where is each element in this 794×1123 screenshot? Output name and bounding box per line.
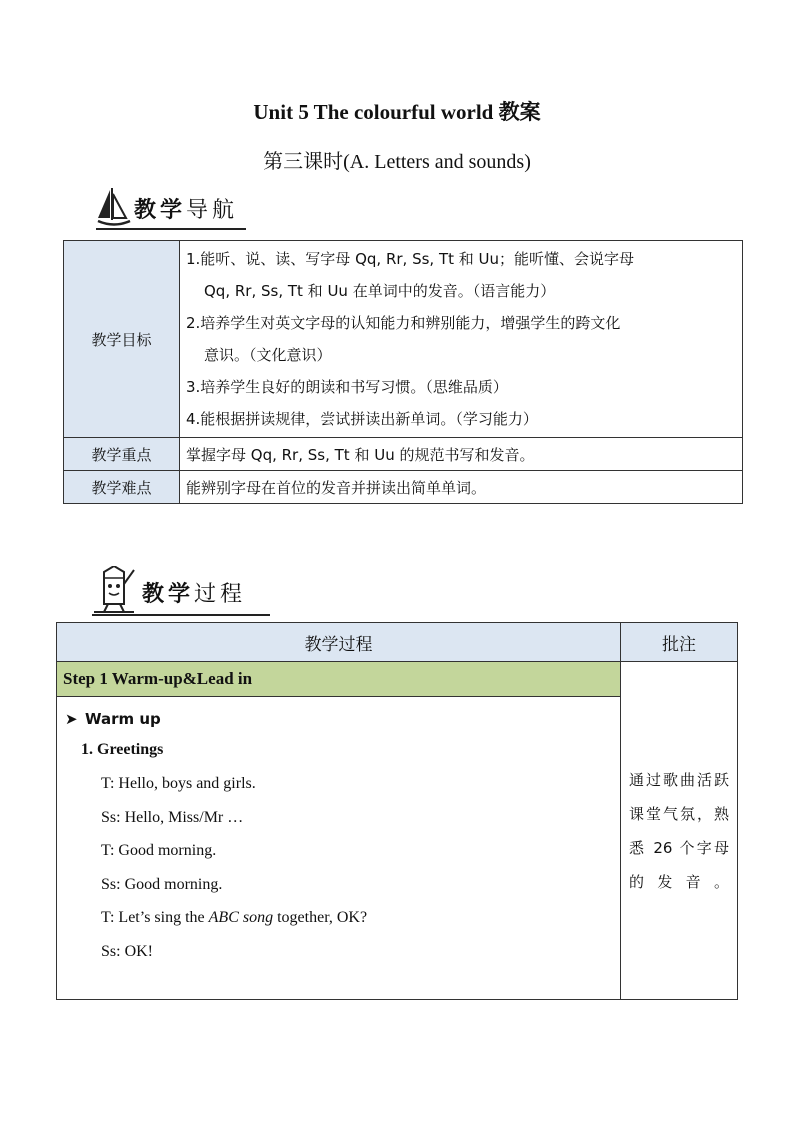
banner-process-bold: 教学 <box>142 582 195 607</box>
banner-nav-bold: 教学 <box>134 198 187 223</box>
warm-up-item: ➤ Warm up <box>65 705 620 733</box>
dialogue-line: Ss: Hello, Miss/Mr … <box>101 808 244 826</box>
header-process: 教学过程 <box>57 623 621 662</box>
banner-process-thin: 过程 <box>194 582 247 607</box>
greetings-heading: 1. Greetings <box>81 741 164 758</box>
key-points-content: 掌握字母 Qq, Rr, Ss, Tt 和 Uu 的规范书写和发音。 <box>180 438 743 471</box>
arrow-bullet-icon: ➤ <box>65 710 78 728</box>
page-subtitle: 第三课时(A. Letters and sounds) <box>263 151 531 173</box>
sailboat-icon <box>96 188 132 228</box>
dialogue-line: T: Good morning. <box>101 842 217 859</box>
header-notes: 批注 <box>621 623 738 662</box>
step-1-title: Step 1 Warm-up&Lead in <box>57 662 621 697</box>
difficult-points-label: 教学难点 <box>64 471 180 504</box>
dialogue-line-sing: T: Let’s sing the ABC song together, OK? <box>101 909 368 926</box>
key-points-label: 教学重点 <box>64 438 180 471</box>
dialogue-line: Ss: Good morning. <box>101 875 223 893</box>
dialogue-line: T: Hello, boys and girls. <box>101 775 256 792</box>
step-1-body <box>57 697 621 1000</box>
banner-process-underline <box>92 614 270 616</box>
goal-item: 3.培养学生良好的朗读和书写习惯。（思维品质） <box>186 378 508 396</box>
pencil-character-icon <box>92 566 136 614</box>
goal-item: 1.能听、说、读、写字母 Qq, Rr, Ss, Tt 和 Uu；能听懂、会说字母 Qq, Rr, Ss, Tt 和 Uu 在单词中的发音。（语言能力） <box>186 250 635 300</box>
teaching-nav-table <box>63 240 743 504</box>
banner-nav-thin: 导航 <box>186 198 239 223</box>
page-title: Unit 5 The colourful world 教案 <box>253 100 541 124</box>
goals-cell <box>180 241 743 438</box>
goal-item: 2.培养学生对英文字母的认知能力和辨别能力，增强学生的跨文化 意识。（文化意识） <box>186 314 621 364</box>
goals-label: 教学目标 <box>64 241 180 438</box>
banner-teaching-process <box>92 566 246 614</box>
banner-teaching-nav <box>96 188 238 228</box>
goal-item: 4.能根据拼读规律，尝试拼读出新单词。（学习能力） <box>186 410 538 428</box>
difficult-points-content: 能辨别字母在首位的发音并拼读出简单单词。 <box>180 471 743 504</box>
note-cell: 通过歌曲活跃课堂气氛，熟悉 26 个字母的发音。 <box>621 662 738 1000</box>
banner-nav-underline <box>96 228 246 230</box>
dialogue-line: Ss: OK! <box>101 942 154 960</box>
teaching-process-table <box>56 622 738 1000</box>
